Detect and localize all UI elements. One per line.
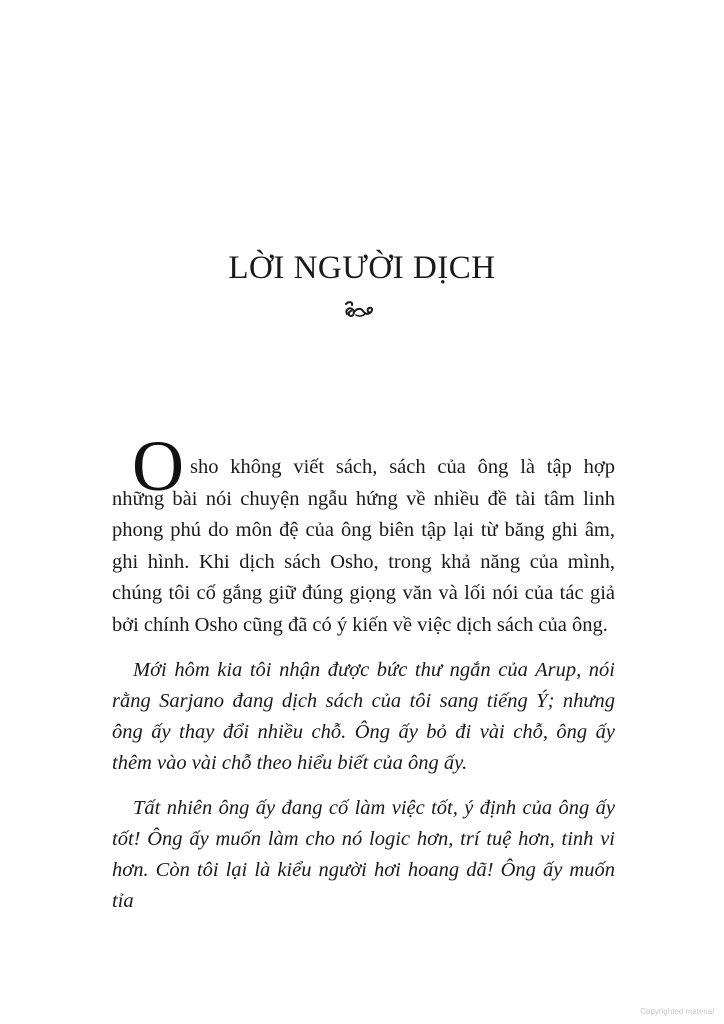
paragraph-intro-first-line: sho không viết sách, sách của ông là tập hợp: [190, 456, 615, 478]
fleuron-ornament-icon: [342, 298, 376, 322]
paragraph-intro: [112, 426, 615, 641]
paragraph-quote-1: Mới hôm kia tôi nhận được bức thư ngắn của Arup, nói rằng Sarjano đang dịch sách của tôi sang tiếng Ý; nhưng ông ấy thay đổi nhiều chỗ. Ông ấy bỏ đi vài chỗ, ông ấy thêm vào vài chỗ theo hiểu biết của ông ấy.: [112, 659, 615, 774]
paragraph-intro-body: những bài nói chuyện ngẫu hứng về nhiều đề tài tâm linh phong phú do môn đệ của ông biên tập lại từ băng ghi âm, ghi hình. Khi dịch sách Osho, trong khả năng của mình, chúng tôi cố gắng giữ đúng giọng văn và lối nói của tác giả bởi chính Osho cũng đã có ý kiến về việc dịch sách của ông.: [112, 487, 615, 636]
drop-cap: O: [132, 426, 184, 506]
chapter-title: LỜI NGƯỜI DỊCH: [228, 250, 496, 286]
body-text: [112, 426, 615, 917]
copyright-watermark: Copyrighted material: [640, 1007, 714, 1016]
paragraph-quote-2: Tất nhiên ông ấy đang cố làm việc tốt, ý định của ông ấy tốt! Ông ấy muốn làm cho nó logic hơn, trí tuệ hơn, tinh vi hơn. Còn tôi lại là kiểu người hơi hoang dã! Ông ấy muốn tỉa: [112, 797, 615, 912]
